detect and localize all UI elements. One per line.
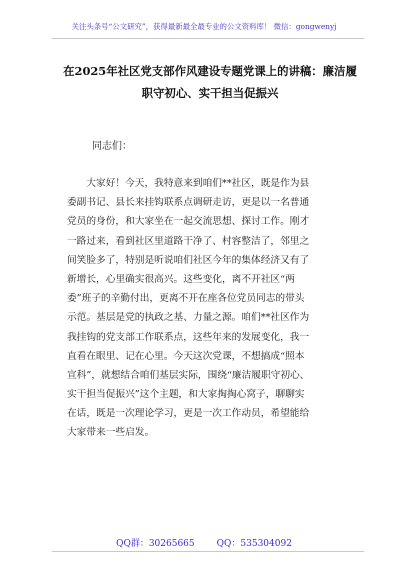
body-line: 宣科”，就想结合咱们基层实际，围绕“廉洁履职守初心、 xyxy=(67,369,310,381)
footer-divider xyxy=(52,551,364,552)
body-line: 委”班子的辛勤付出，更离不开在座各位党员同志的带头 xyxy=(67,293,305,305)
qq-group-number: QQ群：30265665 xyxy=(116,539,195,549)
header-divider xyxy=(52,38,364,39)
body-line: 大家带来一些启发。 xyxy=(67,427,155,439)
title-line: 职守初心、实干担当促振兴 xyxy=(141,86,279,100)
body-line: 新增长，心里确实很高兴。这些变化，离不开社区“两 xyxy=(67,273,295,285)
body-line: 直看在眼里、记在心里。今天这次党课，不想搞成“照本 xyxy=(67,350,305,362)
body-line: 一路过来，看到社区里道路干净了、村容整洁了，邻里之 xyxy=(67,235,310,247)
footer-contact xyxy=(0,536,408,549)
header-banner: 关注头条号“公文研究”，获得最新最全最专业的公文资料库！ 微信：gongwenyj xyxy=(71,22,337,31)
body-paragraph xyxy=(67,174,345,443)
body-line: 在话，既是一次理论学习，更是一次工作动员，希望能给 xyxy=(67,408,310,420)
title-line: 在2025年社区党支部作风建设专题党课上的讲稿：廉洁履 xyxy=(63,64,357,78)
body-line: 我挂钩的党支部工作联系点，这些年来的发展变化，我一 xyxy=(67,331,310,343)
body-line: 示范。基层是党的执政之基、力量之源。咱们**社区作为 xyxy=(67,312,310,324)
document-title xyxy=(60,60,360,104)
body-line: 党员的身份，和大家坐在一起交流思想、探讨工作。刚才 xyxy=(67,216,310,228)
body-line: 大家好！今天，我特意来到咱们**社区，既是作为县 xyxy=(67,178,310,189)
qq-number: QQ：535304092 xyxy=(216,539,292,549)
body-line: 实干担当促振兴”这个主题，和大家掏掏心窝子，聊聊实 xyxy=(67,389,305,401)
body-line: 间笑脸多了，特别是听说咱们社区今年的集体经济又有了 xyxy=(67,254,310,266)
body-line: 委副书记、县长来挂钩联系点调研走访，更是以一名普通 xyxy=(67,197,310,209)
salutation: 同志们： xyxy=(92,141,132,152)
